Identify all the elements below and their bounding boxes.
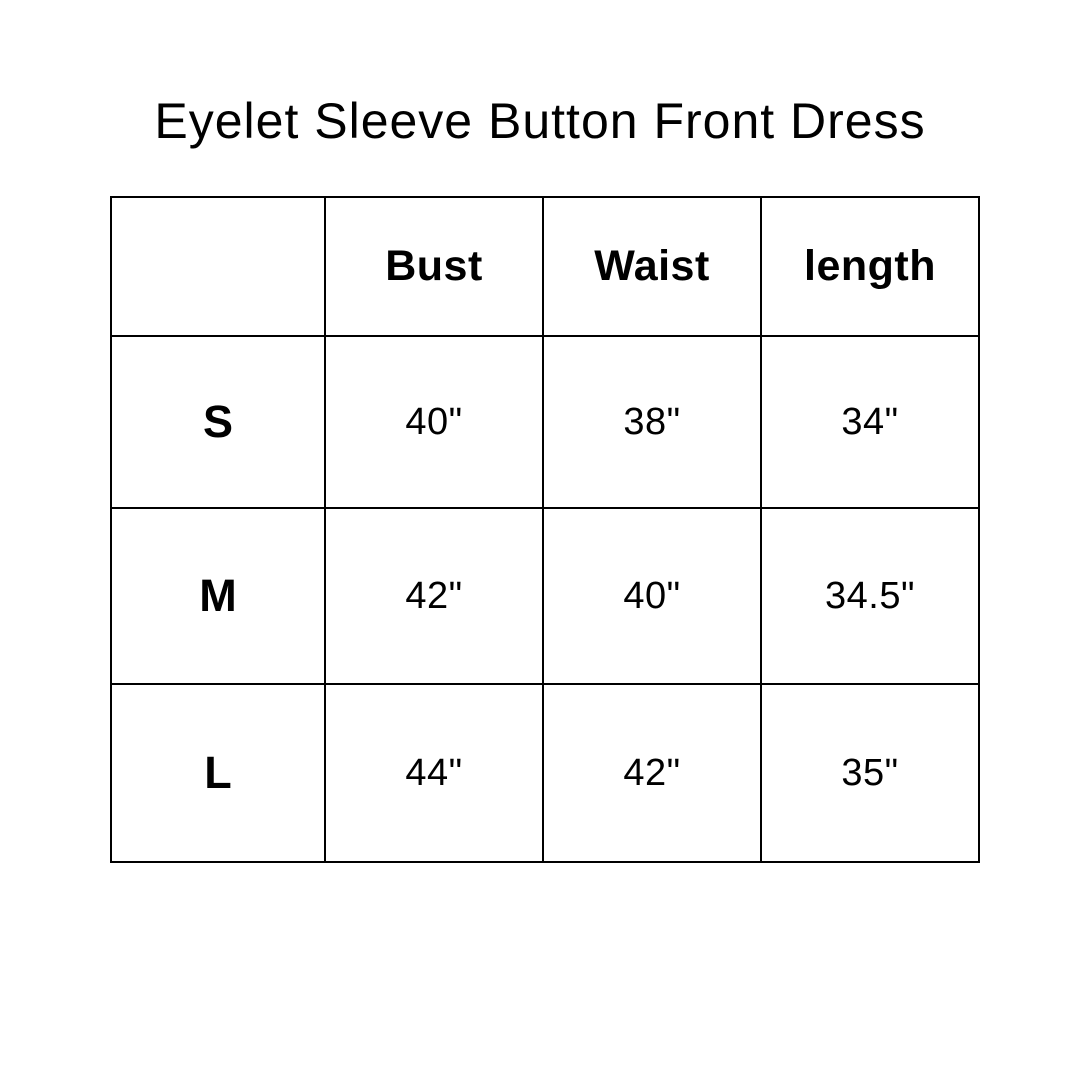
table-row-l bbox=[111, 684, 979, 862]
header-cell-bust: Bust bbox=[325, 197, 543, 336]
waist-value-m: 40" bbox=[543, 508, 761, 684]
bust-value-m: 42" bbox=[325, 508, 543, 684]
waist-value-s: 38" bbox=[543, 336, 761, 508]
bust-value-l: 44" bbox=[325, 684, 543, 862]
header-cell-waist: Waist bbox=[543, 197, 761, 336]
table-header-row bbox=[111, 197, 979, 336]
bust-value-s: 40" bbox=[325, 336, 543, 508]
length-value-s: 34" bbox=[761, 336, 979, 508]
size-label-m: M bbox=[111, 508, 325, 684]
table-row-s bbox=[111, 336, 979, 508]
length-value-m: 34.5" bbox=[761, 508, 979, 684]
length-value-l: 35" bbox=[761, 684, 979, 862]
size-label-l: L bbox=[111, 684, 325, 862]
waist-value-l: 42" bbox=[543, 684, 761, 862]
table-row-m bbox=[111, 508, 979, 684]
header-cell-length: length bbox=[761, 197, 979, 336]
header-cell-empty bbox=[111, 197, 325, 336]
page-title: Eyelet Sleeve Button Front Dress bbox=[154, 93, 926, 149]
size-chart-table bbox=[110, 196, 980, 863]
size-label-s: S bbox=[111, 336, 325, 508]
